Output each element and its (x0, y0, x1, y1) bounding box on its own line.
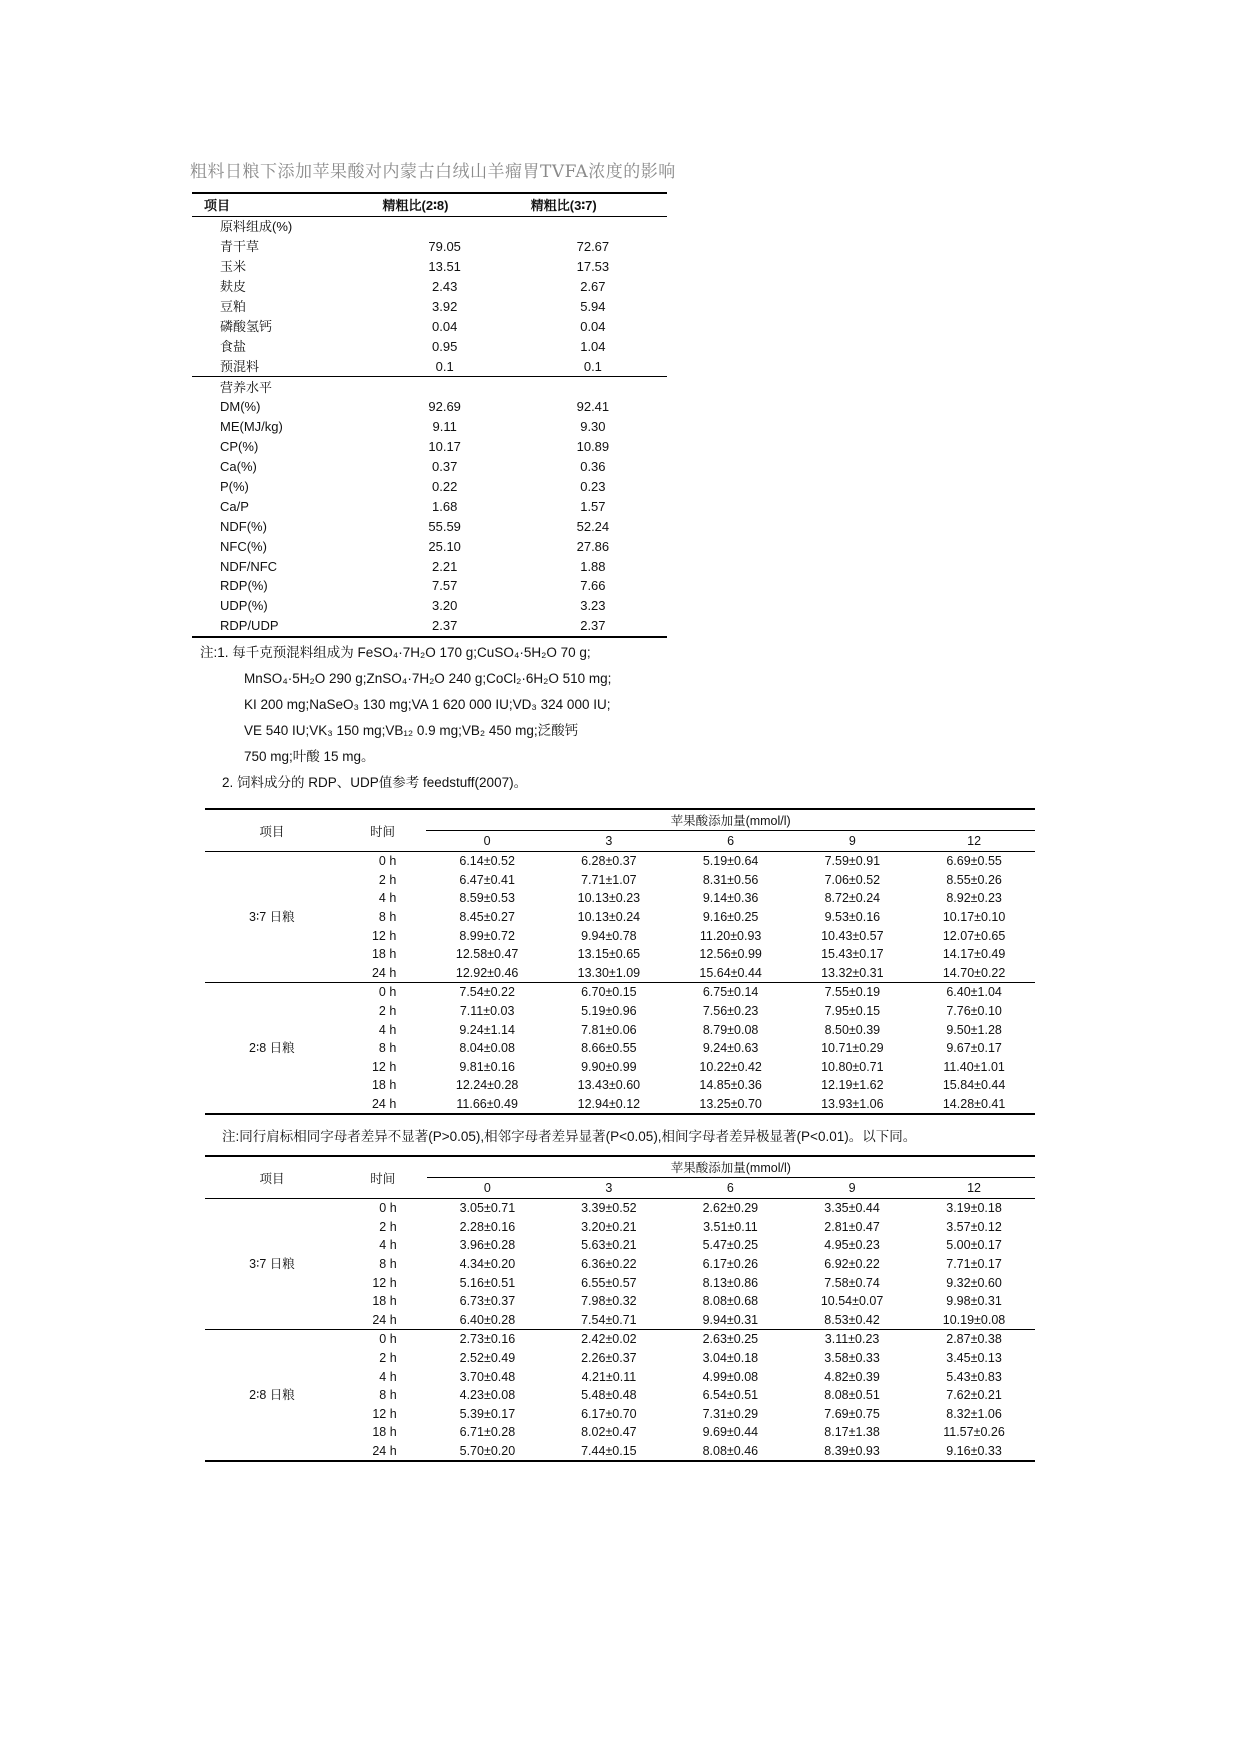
value-cell: 2.63±0.25 (670, 1330, 791, 1349)
time-cell: 8 h (379, 1388, 397, 1403)
table-row (192, 417, 667, 437)
value-cell: 6.54±0.51 (702, 1388, 759, 1403)
cell-value: 0.23 (580, 479, 606, 495)
value-cell: 6.40±1.04 (913, 983, 1035, 1002)
time-cell: 8 h (378, 910, 397, 925)
value-cell: 2.52±0.49 (459, 1351, 516, 1366)
value-cell: 4.82±0.39 (824, 1369, 880, 1384)
time-cell: 18 h (371, 1078, 397, 1093)
time-cell: 12 h (372, 1275, 397, 1290)
value-cell: 14.28±0.41 (913, 1095, 1035, 1115)
value-cell: 7.69±0.75 (824, 1406, 880, 1421)
value-cell: 9.16±0.33 (913, 1442, 1035, 1462)
cell-value: 7.66 (580, 578, 606, 594)
header-item: 项目 (192, 193, 371, 217)
value-cell: 8.02±0.47 (581, 1425, 637, 1440)
cell-value: 2.67 (580, 279, 606, 295)
cell-value: 0.95 (432, 338, 458, 354)
time-cell: 24 h (372, 1312, 397, 1327)
value-cell: 12.56±0.99 (699, 947, 762, 962)
value-cell: 6.17±0.26 (702, 1257, 759, 1272)
dose-header: 0 (427, 1178, 548, 1199)
table-row (192, 477, 667, 497)
value-cell: 10.71±0.29 (821, 1041, 884, 1056)
value-cell: 6.28±0.37 (581, 854, 637, 869)
row-label: UDP(%) (220, 598, 268, 614)
dose-header: 3 (548, 831, 670, 852)
row-label: 预混料 (220, 358, 260, 374)
value-cell: 6.75±0.14 (670, 983, 792, 1002)
value-cell: 7.58±0.74 (824, 1275, 880, 1290)
table-row (192, 496, 667, 516)
value-cell: 6.69±0.55 (946, 854, 1002, 869)
value-cell: 8.08±0.46 (670, 1442, 791, 1462)
dose-header: 9 (791, 1178, 913, 1199)
time-cell: 4 h (378, 891, 397, 906)
cell-value: 25.10 (428, 538, 461, 554)
value-cell: 12.94±0.12 (548, 1095, 670, 1115)
value-cell: 8.66±0.55 (581, 1041, 637, 1056)
value-cell: 4.23±0.08 (459, 1388, 516, 1403)
cell-value: 92.69 (428, 399, 461, 415)
cell-value: 9.11 (432, 419, 457, 435)
cell-value: 0.37 (432, 459, 458, 475)
value-cell: 2.62±0.29 (702, 1201, 759, 1216)
note-line: 750 mg;叶酸 15 mg。 (244, 749, 375, 764)
time-cell: 12 h (371, 928, 397, 943)
time-cell: 24 h (339, 1095, 427, 1115)
cell-value: 0.04 (432, 318, 458, 334)
table-row (205, 983, 1035, 1002)
header-ratio-3-7: 精粗比(3∶7) (519, 193, 667, 217)
row-label: 食盐 (220, 338, 247, 354)
tvfa-table-b (205, 1155, 1035, 1462)
table-row (192, 316, 667, 336)
value-cell: 5.19±0.64 (702, 854, 759, 869)
significance-note: 注:同行肩标相同字母者差异不显著(P>0.05),相邻字母者差异显著(P<0.05),相间字母者差异极显著(P<0.01)。以下同。 (222, 1129, 917, 1144)
dose-header: 12 (913, 831, 1035, 852)
table-row (192, 397, 667, 417)
cell-value: 27.86 (576, 538, 610, 554)
table-row (192, 277, 667, 297)
cell-value: 1.57 (580, 498, 606, 514)
table-header-row (192, 193, 667, 217)
value-cell: 3.05±0.71 (459, 1201, 516, 1216)
value-cell: 13.32±0.31 (821, 965, 884, 980)
table-row (192, 336, 667, 356)
value-cell: 10.54±0.07 (820, 1294, 884, 1309)
value-cell: 3.96±0.28 (459, 1238, 516, 1253)
value-cell: 13.30±1.09 (577, 965, 641, 980)
value-cell: 7.06±0.52 (824, 872, 881, 887)
value-cell: 3.45±0.13 (946, 1351, 1002, 1366)
value-cell: 10.22±0.42 (699, 1059, 762, 1074)
time-cell: 4 h (379, 1369, 397, 1384)
value-cell: 5.16±0.51 (459, 1275, 516, 1290)
dose-header: 9 (791, 831, 913, 852)
value-cell: 9.24±1.14 (459, 1022, 515, 1037)
value-cell: 3.51±0.11 (703, 1219, 758, 1234)
value-cell: 5.48±0.48 (581, 1388, 637, 1403)
table-body (205, 1199, 1035, 1462)
header-item: 项目 (205, 1156, 339, 1199)
table-row (192, 457, 667, 477)
note-line: VE 540 IU;VK₃ 150 mg;VB₁₂ 0.9 mg;VB₂ 450 mg;泛酸钙 (244, 723, 579, 738)
value-cell: 11.20±0.93 (699, 928, 762, 943)
value-cell: 8.31±0.56 (702, 872, 759, 887)
value-cell: 14.70±0.22 (942, 965, 1006, 980)
value-cell: 14.17±0.49 (942, 947, 1006, 962)
value-cell: 9.50±1.28 (946, 1022, 1002, 1037)
value-cell: 7.71±0.17 (946, 1257, 1002, 1272)
header-row (205, 809, 1035, 831)
header-row (205, 1156, 1035, 1178)
value-cell: 5.63±0.21 (581, 1238, 637, 1253)
table-row (192, 516, 667, 536)
value-cell: 5.43±0.83 (946, 1369, 1002, 1384)
row-label: NDF/NFC (220, 558, 278, 574)
row-label: CP(%) (220, 439, 259, 455)
value-cell: 8.55±0.26 (946, 872, 1002, 887)
table-row (205, 1330, 1035, 1349)
value-cell: 12.24±0.28 (455, 1078, 519, 1093)
note-line: KI 200 mg;NaSeO₃ 130 mg;VA 1 620 000 IU;VD₃ 324 000 IU; (244, 697, 611, 712)
value-cell: 12.07±0.65 (942, 928, 1006, 943)
value-cell: 6.36±0.22 (581, 1257, 637, 1272)
value-cell: 10.13±0.23 (577, 891, 641, 906)
value-cell: 8.32±1.06 (946, 1406, 1002, 1421)
value-cell: 10.13±0.24 (577, 910, 641, 925)
time-cell: 0 h (339, 983, 427, 1002)
note-line: MnSO₄·5H₂O 290 g;ZnSO₄·7H₂O 240 g;CoCl₂·6H₂O 510 mg; (244, 671, 612, 686)
value-cell: 8.39±0.93 (791, 1442, 913, 1462)
cell-value: 2.37 (371, 616, 519, 637)
row-label: DM(%) (220, 399, 261, 415)
value-cell: 9.69±0.44 (702, 1425, 759, 1440)
cell-value: 7.57 (432, 578, 458, 594)
table-row (192, 576, 667, 596)
time-cell: 24 h (339, 1442, 427, 1462)
value-cell: 8.08±0.68 (702, 1294, 759, 1309)
value-cell: 4.99±0.08 (702, 1369, 759, 1384)
row-label: 磷酸氢钙 (220, 318, 273, 334)
value-cell: 6.47±0.41 (459, 872, 515, 887)
value-cell: 7.55±0.19 (791, 983, 913, 1002)
value-cell: 14.85±0.36 (699, 1078, 762, 1093)
value-cell: 9.16±0.25 (702, 910, 759, 925)
time-cell: 8 h (379, 1257, 397, 1272)
cell-value: 52.24 (576, 518, 610, 534)
cell-value: 0.22 (432, 479, 458, 495)
diet-label: 3∶7 日粮 (249, 910, 295, 925)
time-cell: 4 h (378, 1022, 397, 1037)
value-cell: 15.84±0.44 (942, 1078, 1006, 1093)
time-cell: 2 h (379, 1219, 397, 1234)
value-cell: 10.43±0.57 (821, 928, 884, 943)
value-cell: 13.43±0.60 (577, 1078, 641, 1093)
time-cell: 0 h (379, 1201, 397, 1216)
row-label: 青干草 (220, 239, 260, 255)
value-cell: 8.72±0.24 (824, 891, 881, 906)
value-cell: 2.73±0.16 (427, 1330, 548, 1349)
value-cell: 8.99±0.72 (459, 928, 515, 943)
header-time: 时间 (339, 1156, 427, 1199)
cell-value: 3.23 (580, 598, 606, 614)
table-row (192, 297, 667, 317)
time-cell: 2 h (378, 1004, 397, 1019)
value-cell: 9.90±0.99 (581, 1059, 637, 1074)
table-head (205, 1156, 1035, 1199)
cell-value: 2.21 (432, 558, 458, 574)
table-row (192, 437, 667, 457)
value-cell: 7.54±0.22 (426, 983, 548, 1002)
value-cell: 4.21±0.11 (581, 1369, 637, 1384)
value-cell: 7.98±0.32 (581, 1294, 637, 1309)
value-cell: 8.53±0.42 (824, 1312, 880, 1327)
time-cell: 0 h (339, 1330, 427, 1349)
value-cell: 13.15±0.65 (577, 947, 641, 962)
cell-value: 1.88 (580, 558, 606, 574)
group-label: 原料组成(%) (220, 219, 293, 235)
value-cell: 6.71±0.28 (459, 1425, 516, 1440)
table-row (192, 536, 667, 556)
value-cell: 7.56±0.23 (702, 1004, 759, 1019)
value-cell: 8.17±1.38 (824, 1425, 880, 1440)
value-cell: 2.81±0.47 (824, 1219, 880, 1234)
value-cell: 15.64±0.44 (699, 965, 762, 980)
dose-header: 3 (548, 1178, 669, 1199)
cell-value: 0.04 (580, 318, 606, 334)
value-cell: 9.53±0.16 (824, 910, 881, 925)
value-cell: 6.70±0.15 (548, 983, 670, 1002)
value-cell: 10.80±0.71 (821, 1059, 884, 1074)
cell-value: 3.92 (432, 299, 458, 314)
value-cell: 3.04±0.18 (702, 1351, 759, 1366)
note-line: 注:1. 每千克预混料组成为 FeSO₄·7H₂O 170 g;CuSO₄·5H₂O 70 g; (200, 645, 591, 660)
cell-value: 10.17 (428, 439, 461, 455)
value-cell: 7.54±0.71 (581, 1312, 637, 1327)
value-cell: 3.20±0.21 (581, 1219, 637, 1234)
cell-value: 2.37 (519, 616, 667, 637)
value-cell: 9.94±0.78 (581, 928, 637, 943)
table-row (205, 852, 1035, 871)
value-cell: 2.28±0.16 (459, 1219, 516, 1234)
diet-composition-table (192, 192, 667, 638)
diet-label: 3∶7 日粮 (249, 1257, 295, 1272)
time-cell: 2 h (379, 1351, 397, 1366)
value-cell: 8.08±0.51 (824, 1388, 880, 1403)
value-cell: 7.11±0.03 (459, 1004, 515, 1019)
diet-composition-body (192, 217, 667, 637)
time-cell: 24 h (371, 965, 397, 980)
value-cell: 6.14±0.52 (459, 854, 515, 869)
value-cell: 13.25±0.70 (670, 1095, 792, 1115)
value-cell: 7.31±0.29 (702, 1406, 759, 1421)
cell-value: 17.53 (576, 259, 610, 275)
cell-value: 72.67 (576, 239, 610, 255)
value-cell: 3.57±0.12 (946, 1219, 1002, 1234)
dose-header: 6 (670, 831, 792, 852)
value-cell: 12.92±0.46 (455, 965, 519, 980)
value-cell: 9.98±0.31 (946, 1294, 1002, 1309)
row-label: Ca/P (220, 498, 249, 514)
cell-value: 0.1 (583, 358, 602, 374)
value-cell: 3.58±0.33 (824, 1351, 880, 1366)
value-cell: 12.58±0.47 (455, 947, 519, 962)
value-cell: 6.55±0.57 (581, 1275, 637, 1290)
value-cell: 9.81±0.16 (459, 1059, 515, 1074)
note-line: 2. 饲料成分的 RDP、UDP值参考 feedstuff(2007)。 (222, 775, 528, 790)
value-cell: 5.47±0.25 (702, 1238, 759, 1253)
time-cell: 8 h (378, 1041, 397, 1056)
value-cell: 2.42±0.02 (548, 1330, 669, 1349)
cell-value: 0.1 (435, 358, 454, 374)
value-cell: 7.81±0.06 (581, 1022, 637, 1037)
value-cell: 8.04±0.08 (459, 1041, 515, 1056)
value-cell: 5.39±0.17 (459, 1406, 516, 1421)
cell-value: 9.30 (580, 419, 606, 435)
row-label: RDP(%) (220, 578, 268, 594)
time-cell: 2 h (378, 872, 397, 887)
value-cell: 7.62±0.21 (946, 1388, 1002, 1403)
cell-value: 55.59 (428, 518, 461, 534)
header-ratio-2-8: 精粗比(2∶8) (371, 193, 519, 217)
tvfa-table-a (205, 808, 1035, 1115)
value-cell: 7.59±0.91 (824, 854, 881, 869)
value-cell: 12.19±1.62 (821, 1078, 884, 1093)
value-cell: 7.95±0.15 (824, 1004, 881, 1019)
value-cell: 7.71±1.07 (581, 872, 637, 887)
value-cell: 5.00±0.17 (946, 1238, 1002, 1253)
value-cell: 10.17±0.10 (942, 910, 1006, 925)
dose-header: 0 (426, 831, 548, 852)
value-cell: 11.66±0.49 (426, 1095, 548, 1115)
value-cell: 4.34±0.20 (459, 1257, 516, 1272)
dose-header: 6 (670, 1178, 791, 1199)
row-label: ME(MJ/kg) (220, 419, 283, 435)
row-label: Ca(%) (220, 459, 257, 475)
value-cell: 9.94±0.31 (702, 1312, 759, 1327)
table-head (205, 809, 1035, 852)
value-cell: 5.19±0.96 (581, 1004, 637, 1019)
table-row (192, 616, 667, 637)
value-cell: 8.45±0.27 (459, 910, 515, 925)
cell-value: 13.51 (428, 259, 461, 275)
row-label: NFC(%) (220, 538, 267, 554)
cell-value: 2.43 (432, 279, 458, 295)
value-cell: 8.79±0.08 (702, 1022, 759, 1037)
table-row (192, 596, 667, 616)
value-cell: 4.95±0.23 (824, 1238, 880, 1253)
cell-value: 1.04 (580, 338, 606, 354)
table-row (192, 556, 667, 576)
dose-header: 12 (913, 1178, 1035, 1199)
group-label: 营养水平 (192, 377, 667, 397)
time-cell: 4 h (379, 1238, 397, 1253)
header-item: 项目 (205, 809, 339, 852)
row-label: P(%) (220, 479, 249, 495)
time-cell: 18 h (372, 1294, 397, 1309)
cell-value: 1.68 (432, 498, 458, 514)
table-row (192, 237, 667, 257)
value-cell: 3.70±0.48 (459, 1369, 516, 1384)
value-cell: 2.26±0.37 (581, 1351, 637, 1366)
value-cell: 5.70±0.20 (427, 1442, 548, 1462)
value-cell: 3.19±0.18 (946, 1201, 1002, 1216)
page-title: 粗料日粮下添加苹果酸对内蒙古白绒山羊瘤胃TVFA浓度的影响 (190, 162, 676, 182)
value-cell: 9.67±0.17 (946, 1041, 1002, 1056)
group-row (192, 377, 667, 397)
time-cell: 18 h (372, 1425, 397, 1440)
premix-note (200, 640, 680, 796)
cell-value: 5.94 (580, 299, 606, 314)
value-cell: 6.17±0.70 (581, 1406, 637, 1421)
diet-label: 2∶8 日粮 (205, 1330, 339, 1462)
table-body (205, 852, 1035, 1115)
value-cell: 3.11±0.23 (791, 1330, 913, 1349)
diet-label: 2∶8 日粮 (205, 983, 339, 1115)
cell-value: 3.20 (432, 598, 458, 614)
value-cell: 8.13±0.86 (702, 1275, 759, 1290)
time-cell: 0 h (378, 854, 397, 869)
value-cell: 6.73±0.37 (459, 1294, 516, 1309)
table-row (192, 257, 667, 277)
value-cell: 9.14±0.36 (702, 891, 759, 906)
header-dose: 苹果酸添加量(mmol/l) (426, 809, 1035, 831)
value-cell: 3.39±0.52 (581, 1201, 637, 1216)
row-label: RDP/UDP (192, 616, 371, 637)
value-cell: 13.93±1.06 (791, 1095, 913, 1115)
value-cell: 7.76±0.10 (946, 1004, 1002, 1019)
row-label: 豆粕 (220, 299, 247, 314)
value-cell: 8.92±0.23 (946, 891, 1002, 906)
time-cell: 18 h (371, 947, 397, 962)
header-dose: 苹果酸添加量(mmol/l) (427, 1156, 1035, 1178)
value-cell: 3.35±0.44 (824, 1201, 880, 1216)
group-row (192, 217, 667, 237)
table-row (205, 1199, 1035, 1218)
row-label: 麸皮 (220, 279, 247, 295)
value-cell: 11.40±1.01 (943, 1059, 1005, 1074)
table-row (192, 356, 667, 376)
header-time: 时间 (339, 809, 427, 852)
cell-value: 92.41 (576, 399, 610, 415)
value-cell: 8.59±0.53 (459, 891, 515, 906)
cell-value: 79.05 (428, 239, 461, 255)
value-cell: 2.87±0.38 (913, 1330, 1035, 1349)
time-cell: 12 h (371, 1059, 397, 1074)
value-cell: 15.43±0.17 (821, 947, 884, 962)
value-cell: 6.40±0.28 (459, 1312, 516, 1327)
cell-value: 0.36 (580, 459, 606, 475)
value-cell: 6.92±0.22 (824, 1257, 880, 1272)
row-label: 玉米 (220, 259, 247, 275)
row-label: NDF(%) (220, 518, 267, 534)
time-cell: 12 h (372, 1406, 397, 1421)
value-cell: 8.50±0.39 (824, 1022, 881, 1037)
value-cell: 10.19±0.08 (942, 1312, 1006, 1327)
value-cell: 11.57±0.26 (943, 1425, 1005, 1440)
cell-value: 10.89 (576, 439, 610, 455)
value-cell: 7.44±0.15 (548, 1442, 669, 1462)
value-cell: 9.24±0.63 (702, 1041, 759, 1056)
value-cell: 9.32±0.60 (946, 1275, 1002, 1290)
